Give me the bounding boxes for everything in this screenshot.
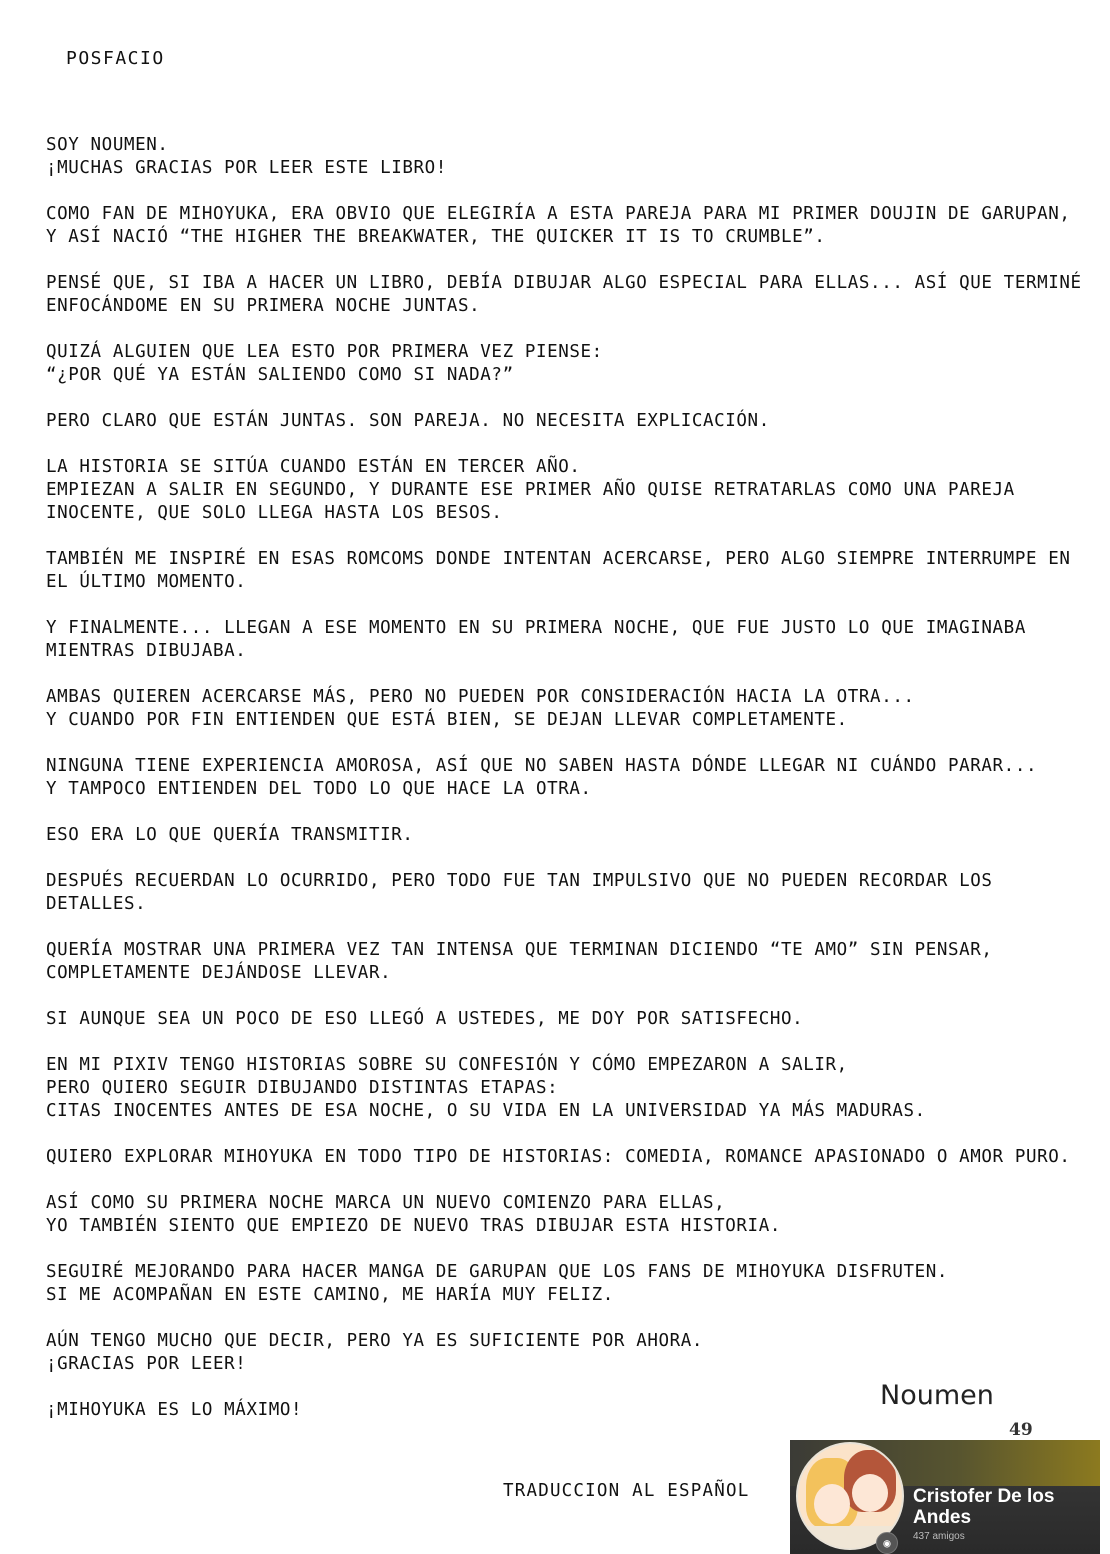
paragraph: PERO CLARO QUE ESTÁN JUNTAS. SON PAREJA. NO NECESITA EXPLICACIÓN. (46, 411, 770, 431)
paragraph: NINGUNA TIENE EXPERIENCIA AMOROSA, ASÍ QUE NO SABEN HASTA DÓNDE LLEGAR NI CUÁNDO PARAR... Y TAMPOCO ENTIENDEN DEL TODO LO QUE HACE LA OTRA. (46, 756, 1038, 799)
paragraph: COMO FAN DE MIHOYUKA, ERA OBVIO QUE ELEGIRÍA A ESTA PAREJA PARA MI PRIMER DOUJIN DE GARUPAN, Y ASÍ NACIÓ “THE HIGHER THE BREAKWATER, THE QUICKER IT IS TO CRUMBLE”. (46, 204, 1071, 247)
paragraph: ¡MIHOYUKA ES LO MÁXIMO! (46, 1400, 303, 1420)
afterword-body (46, 134, 1091, 1445)
paragraph: EN MI PIXIV TENGO HISTORIAS SOBRE SU CONFESIÓN Y CÓMO EMPEZARON A SALIR, PERO QUIERO SEGUIR DIBUJANDO DISTINTAS ETAPAS: CITAS INOCENTES ANTES DE ESA NOCHE, O SU VIDA EN LA UNIVERSIDAD YA MÁS MADURAS. (46, 1055, 926, 1121)
page-number: 49 (1009, 1420, 1033, 1440)
translation-credit: TRADUCCION AL ESPAÑOL (503, 1481, 750, 1501)
paragraph: Y FINALMENTE... LLEGAN A ESE MOMENTO EN SU PRIMERA NOCHE, QUE FUE JUSTO LO QUE IMAGINABA MIENTRAS DIBUJABA. (46, 618, 1026, 661)
paragraph: AÚN TENGO MUCHO QUE DECIR, PERO YA ES SUFICIENTE POR AHORA. ¡GRACIAS POR LEER! (46, 1331, 704, 1374)
paragraph: ESO ERA LO QUE QUERÍA TRANSMITIR. (46, 825, 414, 845)
afterword-heading: POSFACIO (66, 48, 165, 69)
paragraph: AMBAS QUIEREN ACERCARSE MÁS, PERO NO PUEDEN POR CONSIDERACIÓN HACIA LA OTRA... Y CUANDO POR FIN ENTIENDEN QUE ESTÁ BIEN, SE DEJAN LLEVAR COMPLETAMENTE. (46, 687, 915, 730)
friends-count: 437 amigos (913, 1531, 965, 1542)
paragraph: ASÍ COMO SU PRIMERA NOCHE MARCA UN NUEVO COMIENZO PARA ELLAS, YO TAMBIÉN SIENTO QUE EMPIEZO DE NUEVO TRAS DIBUJAR ESTA HISTORIA. (46, 1193, 781, 1236)
paragraph: SI AUNQUE SEA UN POCO DE ESO LLEGÓ A USTEDES, ME DOY POR SATISFECHO. (46, 1009, 804, 1029)
paragraph: SOY NOUMEN. ¡MUCHAS GRACIAS POR LEER ESTE LIBRO! (46, 135, 447, 178)
paragraph: QUIERO EXPLORAR MIHOYUKA EN TODO TIPO DE HISTORIAS: COMEDIA, ROMANCE APASIONADO O AMOR PURO. (46, 1147, 1071, 1167)
paragraph: PENSÉ QUE, SI IBA A HACER UN LIBRO, DEBÍA DIBUJAR ALGO ESPECIAL PARA ELLAS... ASÍ QUE TERMINÉ ENFOCÁNDOME EN SU PRIMERA NOCHE JUNTAS. (46, 273, 1082, 316)
paragraph: LA HISTORIA SE SITÚA CUANDO ESTÁN EN TERCER AÑO. EMPIEZAN A SALIR EN SEGUNDO, Y DURANTE ESE PRIMER AÑO QUISE RETRATARLAS COMO UNA PAREJA INOCENTE, QUE SOLO LLEGA HASTA LOS BESOS. (46, 457, 1015, 523)
paragraph: QUIZÁ ALGUIEN QUE LEA ESTO POR PRIMERA VEZ PIENSE: “¿POR QUÉ YA ESTÁN SALIENDO COMO SI NADA?” (46, 342, 603, 385)
profile-name[interactable]: Cristofer De los Andes (913, 1486, 1055, 1528)
paragraph: DESPUÉS RECUERDAN LO OCURRIDO, PERO TODO FUE TAN IMPULSIVO QUE NO PUEDEN RECORDAR LOS DETALLES. (46, 871, 993, 914)
paragraph: TAMBIÉN ME INSPIRÉ EN ESAS ROMCOMS DONDE INTENTAN ACERCARSE, PERO ALGO SIEMPRE INTERRUMPE EN EL ÚLTIMO MOMENTO. (46, 549, 1071, 592)
camera-icon[interactable]: ◉ (876, 1532, 898, 1554)
paragraph: QUERÍA MOSTRAR UNA PRIMERA VEZ TAN INTENSA QUE TERMINAN DICIENDO “TE AMO” SIN PENSAR, COMPLETAMENTE DEJÁNDOSE LLEVAR. (46, 940, 993, 983)
translator-profile-card[interactable] (790, 1440, 1100, 1554)
author-signature: Noumen (880, 1380, 994, 1411)
paragraph: SEGUIRÉ MEJORANDO PARA HACER MANGA DE GARUPAN QUE LOS FANS DE MIHOYUKA DISFRUTEN. SI ME ACOMPAÑAN EN ESTE CAMINO, ME HARÍA MUY FELIZ. (46, 1262, 949, 1305)
